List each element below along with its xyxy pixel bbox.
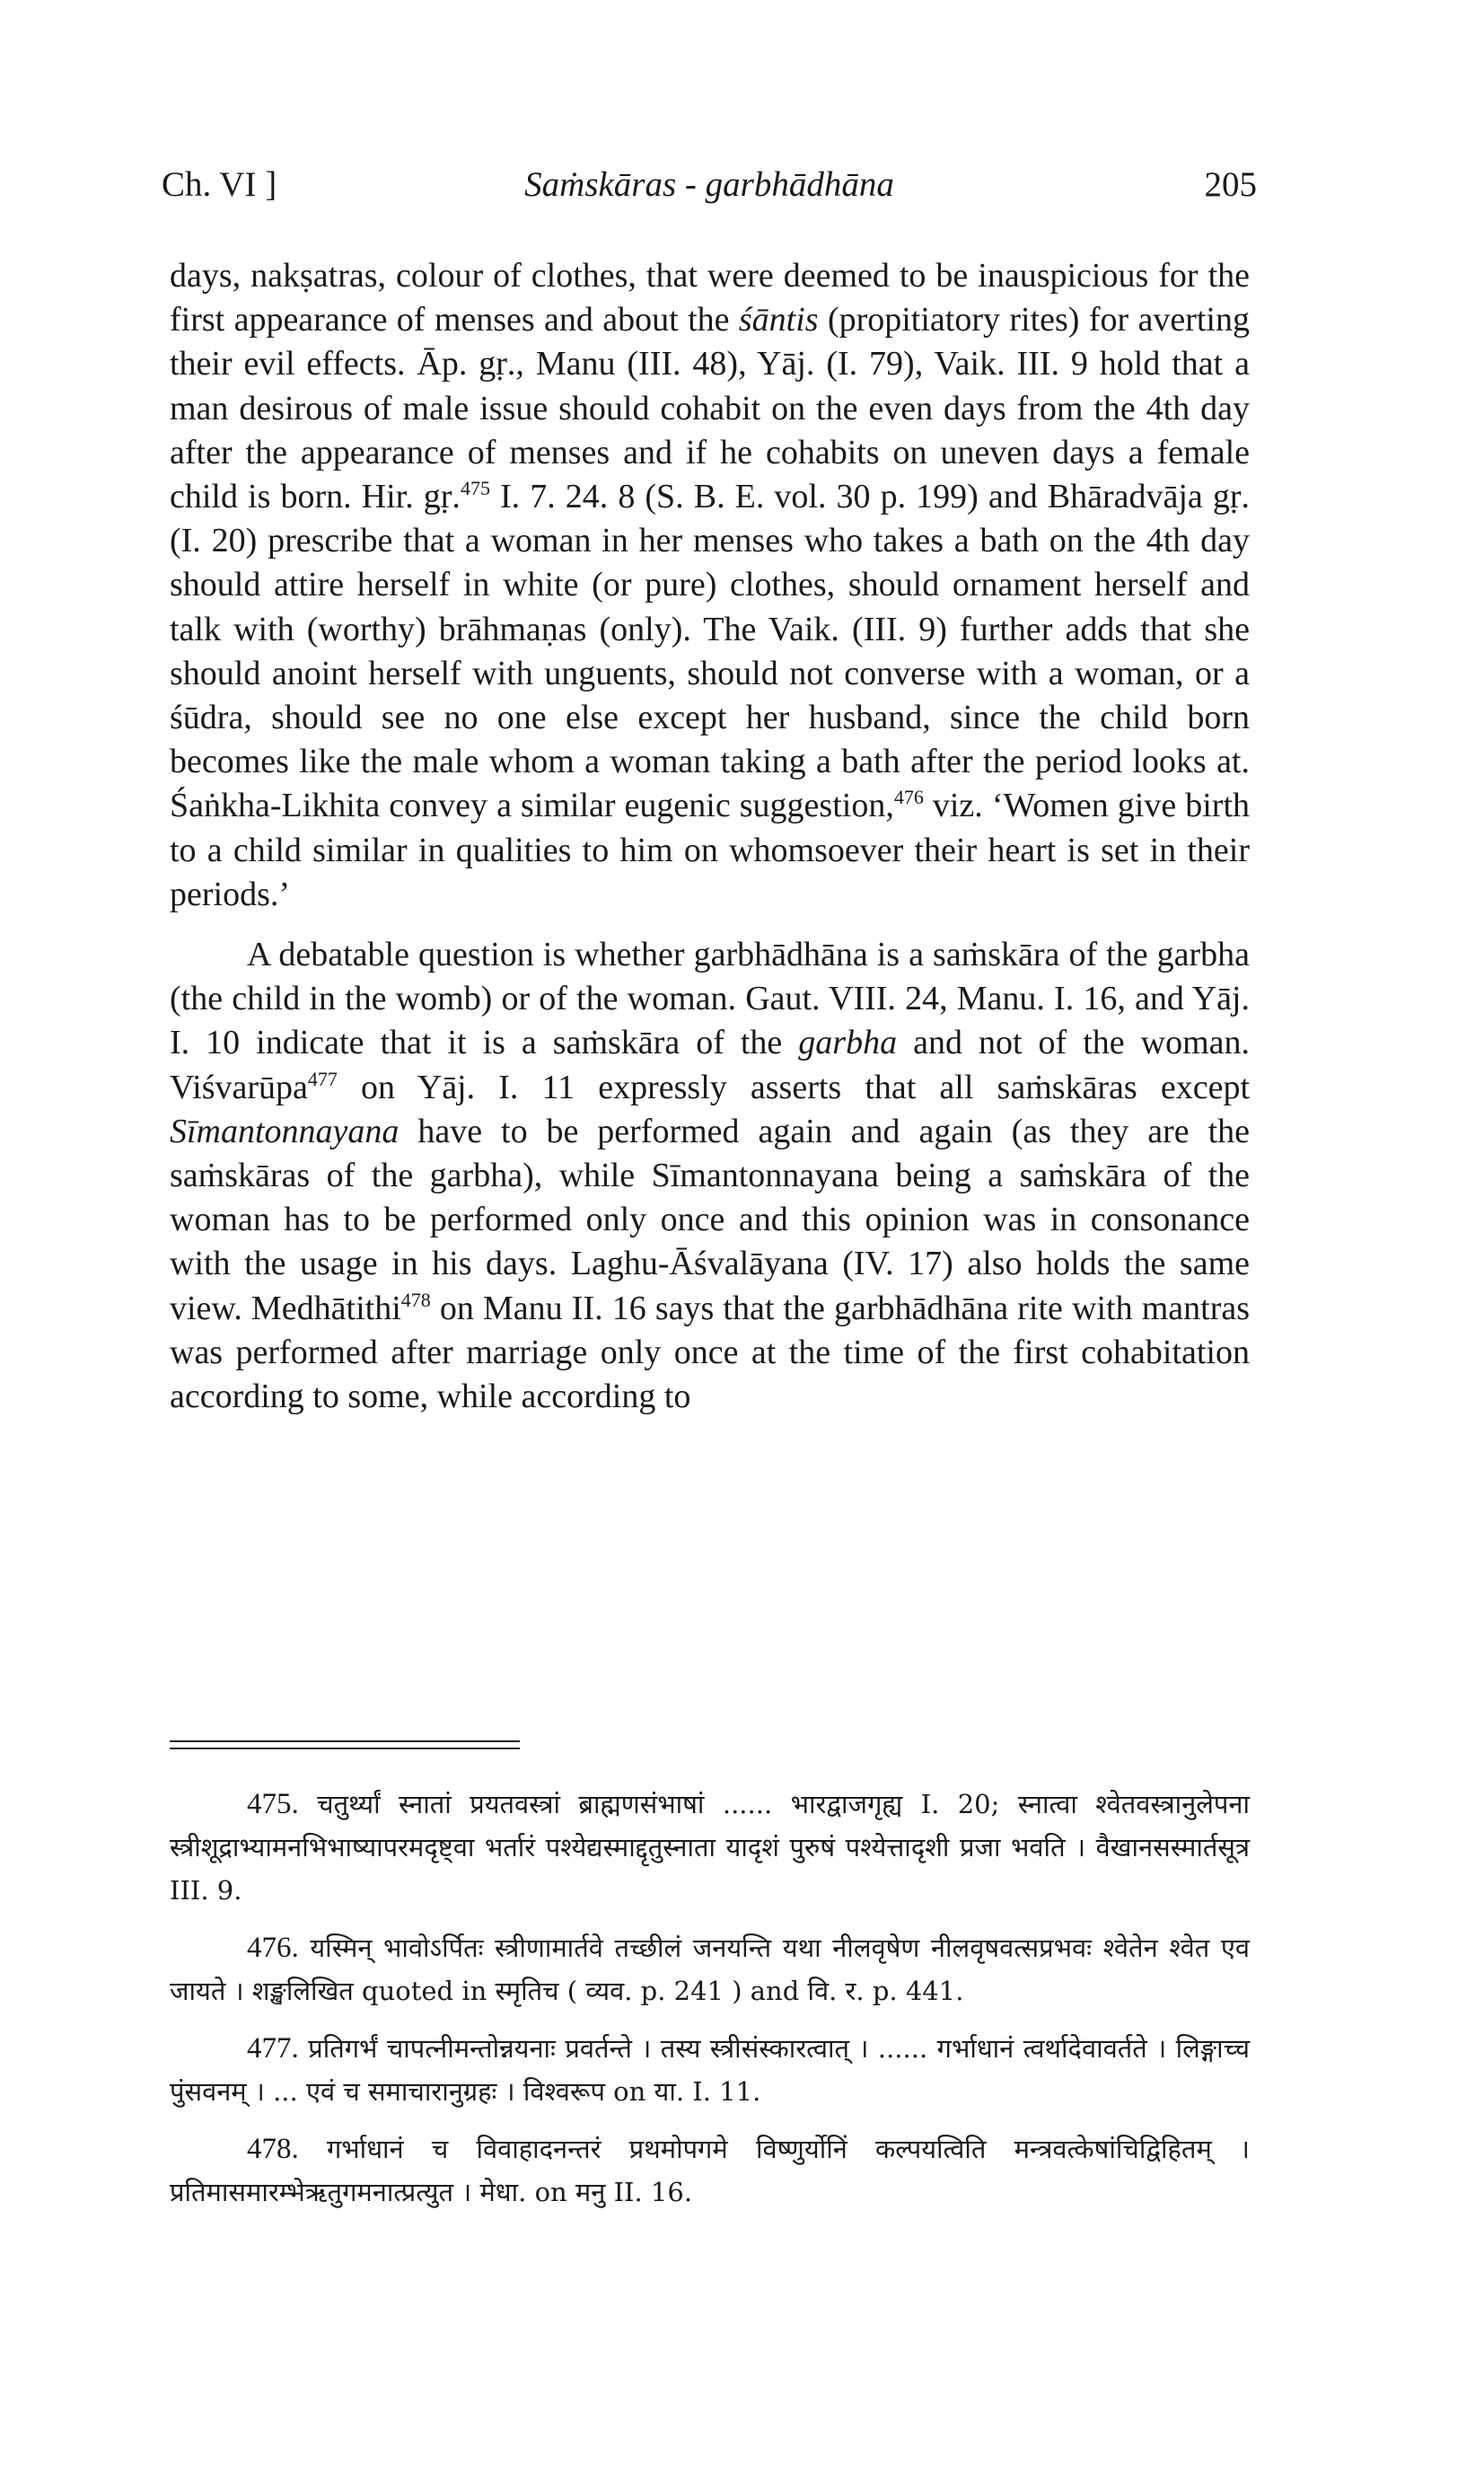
footnote-ref: 478 xyxy=(400,1288,431,1311)
footnote-ref: 475 xyxy=(460,477,490,500)
chapter-label: Ch. VI ] xyxy=(162,165,277,204)
paragraph xyxy=(170,933,1250,1419)
footnote-ref: 477 xyxy=(307,1067,338,1090)
footnote xyxy=(170,1926,1250,2012)
footnote-number: 477. xyxy=(247,2032,299,2065)
footnote-text: यस्मिन् भावोऽर्पितः स्त्रीणामार्तवे तच्छीलं जनयन्ति यथा नीलवृषेण नीलवृषवत्सप्रभवः श्वेतेन श्वेत एव जायते । शङ्खलिखित quoted in स्मृतिच ( व्यव. p. 241 ) and वि. र. p. 441. xyxy=(170,1933,1250,2006)
text-run: (propitiatory rites) for averting their evil effects. Āp. gṛ., Manu (III. 48), Yāj. (I. 79), Vaik. III. 9 hold that a man desirous of male issue should cohabit on the even days from the 4th day after the appearance of menses and if he cohabits on uneven days a female child is born. Hir. gṛ. xyxy=(170,301,1250,516)
footnote xyxy=(170,2027,1250,2113)
footnote-text: गर्भाधानं च विवाहादनन्तरं प्रथमोपगमे विष्णुर्योनिं कल्पयत्विति मन्त्रवत्केषांचिद्विहितम् । प्रतिमासमारम्भेऋतुगमनात्प्रत्युत । मेधा. on मनु II. 16. xyxy=(170,2134,1250,2207)
footnote-number: 475. xyxy=(247,1788,299,1820)
italic-term: Sīmantonnayana xyxy=(170,1112,400,1150)
footnote-divider xyxy=(170,1740,520,1742)
footnote-divider xyxy=(170,1748,520,1749)
text-run: on Manu II. 16 says that the garbhādhāna rite with mantras was performed after marriage only once at the time of the first cohabitation according to some, while according to xyxy=(170,1289,1250,1416)
italic-term: śāntis xyxy=(738,301,819,339)
running-title: Saṁskāras - garbhādhāna xyxy=(524,165,894,204)
footnote-number: 476. xyxy=(247,1932,299,1964)
running-header xyxy=(162,164,1257,218)
page-number: 205 xyxy=(1204,165,1257,204)
footnotes xyxy=(170,1783,1250,2228)
text-run: on Yāj. I. 11 expressly asserts that all saṁskāras except xyxy=(337,1068,1250,1106)
footnote-number: 478. xyxy=(247,2133,299,2165)
footnote-text: प्रतिगर्भं चापत्नीमन्तोन्नयनाः प्रवर्तन्ते । तस्य स्त्रीसंस्कारत्वात् । ...... गर्भाधानं त्वर्थादेवावर्तते । लिङ्गाच्च पुंसवनम् । ... एवं च समाचारानुग्रहः । विश्वरूप on या. I. 11. xyxy=(170,2033,1251,2107)
text-run: viz. ‘Women give birth to a child similar in qualities to him on whomsoever their heart is set in their periods.’ xyxy=(170,787,1250,913)
footnote xyxy=(170,1783,1250,1912)
footnote xyxy=(170,2127,1250,2214)
text-run: have to be performed again and again (as they are the saṁskāras of the garbha), while Sīmantonnayana being a saṁskāra of the woman has to be performed only once and this opinion was in consonance with the usage in his days. Laghu-Āśvalāyana (IV. 17) also holds the same view. Medhātithi xyxy=(170,1112,1250,1327)
text-run: I. 7. 24. 8 (S. B. E. vol. 30 p. 199) and Bhāradvāja gṛ. (I. 20) prescribe that a woman in her menses who takes a bath on the 4th day should attire herself in white (or pure) clothes, should ornament herself and talk with (worthy) brāhmaṇas (only). The Vaik. (III. 9) further adds that she should anoint herself with unguents, should not converse with a woman, or a śūdra, should see no one else except her husband, since the child born becomes like the male whom a woman taking a bath after the period looks at. Śaṅkha-Likhita convey a similar eugenic suggestion, xyxy=(170,478,1250,825)
italic-term: garbha xyxy=(798,1024,898,1062)
footnote-ref: 476 xyxy=(893,786,924,809)
text-run: A debatable question is whether garbhādhāna is a saṁskāra of the garbha (the child in the womb) or of the woman. Gaut. VIII. 24, Manu. I. 16, and Yāj. I. 10 indicate that it is a saṁskāra of the xyxy=(170,936,1250,1062)
text-run: days, nakṣatras, colour of clothes, that were deemed to be inauspicious for the first appearance of menses and about the xyxy=(170,257,1250,339)
text-run: and not of the woman. Viśvarūpa xyxy=(170,1024,1251,1106)
paragraph xyxy=(170,254,1250,917)
footnote-text: चतुर्थ्यां स्नातां प्रयतवस्त्रां ब्राह्मणसंभाषां ...... भारद्वाजगृह्य I. 20; स्नात्वा श्वेतवस्त्रानुलेपना स्त्रीशूद्राभ्यामनभिभाष्यापरमदृष्ट्वा भर्तारं पश्येद्यस्माद्दृतुस्नाता यादृशं पुरुषं पश्येत्तादृशी प्रजा भवति । वैखानसस्मार्तसूत्र III. 9. xyxy=(170,1789,1250,1906)
body-text xyxy=(170,254,1250,1419)
